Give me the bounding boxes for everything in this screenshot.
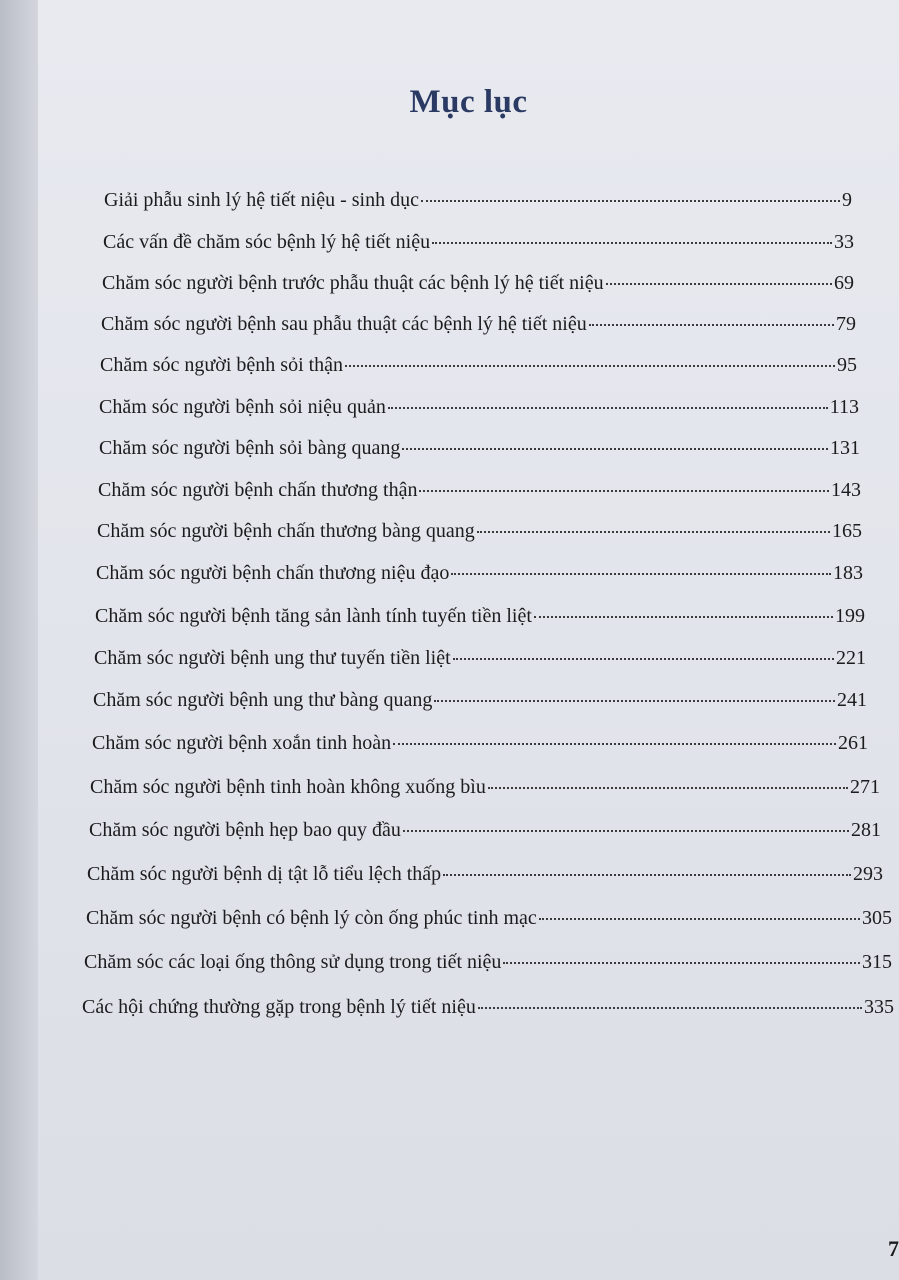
toc-entry-title: Chăm sóc người bệnh tinh hoàn không xuống bìu <box>90 776 486 798</box>
toc-entry-title: Chăm sóc người bệnh sỏi bàng quang <box>99 437 401 459</box>
toc-entry <box>98 478 861 502</box>
dot-leader <box>534 615 833 618</box>
toc-entry <box>99 395 859 419</box>
dot-leader <box>402 447 828 450</box>
toc-entry <box>100 353 857 377</box>
toc-entry-title: Chăm sóc người bệnh dị tật lỗ tiểu lệch thấp <box>87 863 442 885</box>
toc-entry-page: 261 <box>838 732 868 754</box>
toc-entry-page: 183 <box>833 562 863 584</box>
toc-entry-title: Chăm sóc người bệnh chấn thương bàng quang <box>97 520 475 542</box>
toc-entry <box>92 731 868 755</box>
toc-entry-page: 293 <box>853 863 883 885</box>
page-title: Mục lục <box>409 84 528 120</box>
toc-entry <box>103 230 854 254</box>
toc-entry-page: 165 <box>832 520 862 542</box>
dot-leader <box>393 742 836 745</box>
toc-entry <box>82 995 894 1019</box>
toc-entry-title: Chăm sóc người bệnh ung thư tuyến tiền liệt <box>94 647 451 669</box>
toc-entry-title: Chăm sóc người bệnh tăng sản lành tính tuyến tiền liệt <box>95 605 532 627</box>
toc-entry-page: 143 <box>831 479 861 501</box>
book-page <box>38 0 899 1280</box>
toc-entry-page: 335 <box>864 996 894 1018</box>
toc-entry-page: 305 <box>862 907 892 929</box>
toc-entry-title: Giải phẫu sinh lý hệ tiết niệu - sinh dục <box>104 189 419 211</box>
toc-entry-page: 69 <box>834 272 854 294</box>
toc-entry-title: Chăm sóc người bệnh chấn thương thận <box>98 479 418 501</box>
dot-leader <box>451 572 831 575</box>
toc-entry-title: Chăm sóc người bệnh trước phẫu thuật các bệnh lý hệ tiết niệu <box>102 272 604 294</box>
dot-leader <box>477 530 830 533</box>
dot-leader <box>478 1006 862 1009</box>
toc-entry-page: 95 <box>837 354 857 376</box>
dot-leader <box>488 786 848 789</box>
dot-leader <box>434 699 835 702</box>
dot-leader <box>403 829 849 832</box>
toc-entry-page: 33 <box>834 231 854 253</box>
dot-leader <box>453 657 834 660</box>
toc-entry-page: 241 <box>837 689 867 711</box>
toc-entry-page: 9 <box>842 189 852 211</box>
dot-leader <box>503 961 860 964</box>
toc-entry <box>102 271 854 295</box>
dot-leader <box>419 489 829 492</box>
toc-entry-page: 79 <box>836 313 856 335</box>
toc-entry-page: 199 <box>835 605 865 627</box>
toc-entry <box>99 436 860 460</box>
dot-leader <box>589 323 834 326</box>
toc-entry <box>104 188 852 212</box>
toc-entry <box>96 561 863 585</box>
dot-leader <box>606 282 832 285</box>
toc-entry-title: Chăm sóc người bệnh hẹp bao quy đầu <box>89 819 401 841</box>
toc-entry-title: Chăm sóc người bệnh ung thư bàng quang <box>93 689 433 711</box>
toc-entry-page: 113 <box>829 396 859 418</box>
toc-entry-title: Chăm sóc người bệnh sau phẫu thuật các bệnh lý hệ tiết niệu <box>101 313 587 335</box>
dot-leader <box>345 364 835 367</box>
toc-entry-title: Các vấn đề chăm sóc bệnh lý hệ tiết niệu <box>103 231 431 253</box>
toc-entry-page: 271 <box>850 776 880 798</box>
toc-entry <box>87 862 883 886</box>
toc-entry-title: Chăm sóc người bệnh chấn thương niệu đạo <box>96 562 450 584</box>
toc-entry-title: Chăm sóc người bệnh xoắn tinh hoàn <box>92 732 392 754</box>
toc-entry <box>94 646 866 670</box>
toc-entry <box>89 818 881 842</box>
toc-entry-title: Chăm sóc các loại ống thông sử dụng trong tiết niệu <box>84 951 502 973</box>
dot-leader <box>432 241 832 244</box>
toc-entry-title: Chăm sóc người bệnh sỏi niệu quản <box>99 396 386 418</box>
toc-entry-title: Chăm sóc người bệnh có bệnh lý còn ống phúc tinh mạc <box>86 907 537 929</box>
toc-entry <box>86 906 892 930</box>
toc-entry-title: Các hội chứng thường gặp trong bệnh lý tiết niệu <box>82 996 476 1018</box>
dot-leader <box>421 199 840 202</box>
toc-entry <box>84 950 892 974</box>
toc-entry <box>93 688 867 712</box>
page-number: 7 <box>888 1236 899 1261</box>
toc-entry-page: 131 <box>830 437 860 459</box>
toc-entry <box>101 312 856 336</box>
book-spine-shadow <box>0 0 38 1280</box>
toc-entry-title: Chăm sóc người bệnh sỏi thận <box>100 354 344 376</box>
dot-leader <box>443 873 851 876</box>
toc-entry <box>90 775 880 799</box>
toc-entry <box>97 519 862 543</box>
dot-leader <box>388 406 828 409</box>
toc-entry <box>95 604 865 628</box>
dot-leader <box>539 917 860 920</box>
toc-entry-page: 315 <box>862 951 892 973</box>
toc-entry-page: 281 <box>851 819 881 841</box>
toc-entry-page: 221 <box>836 647 866 669</box>
